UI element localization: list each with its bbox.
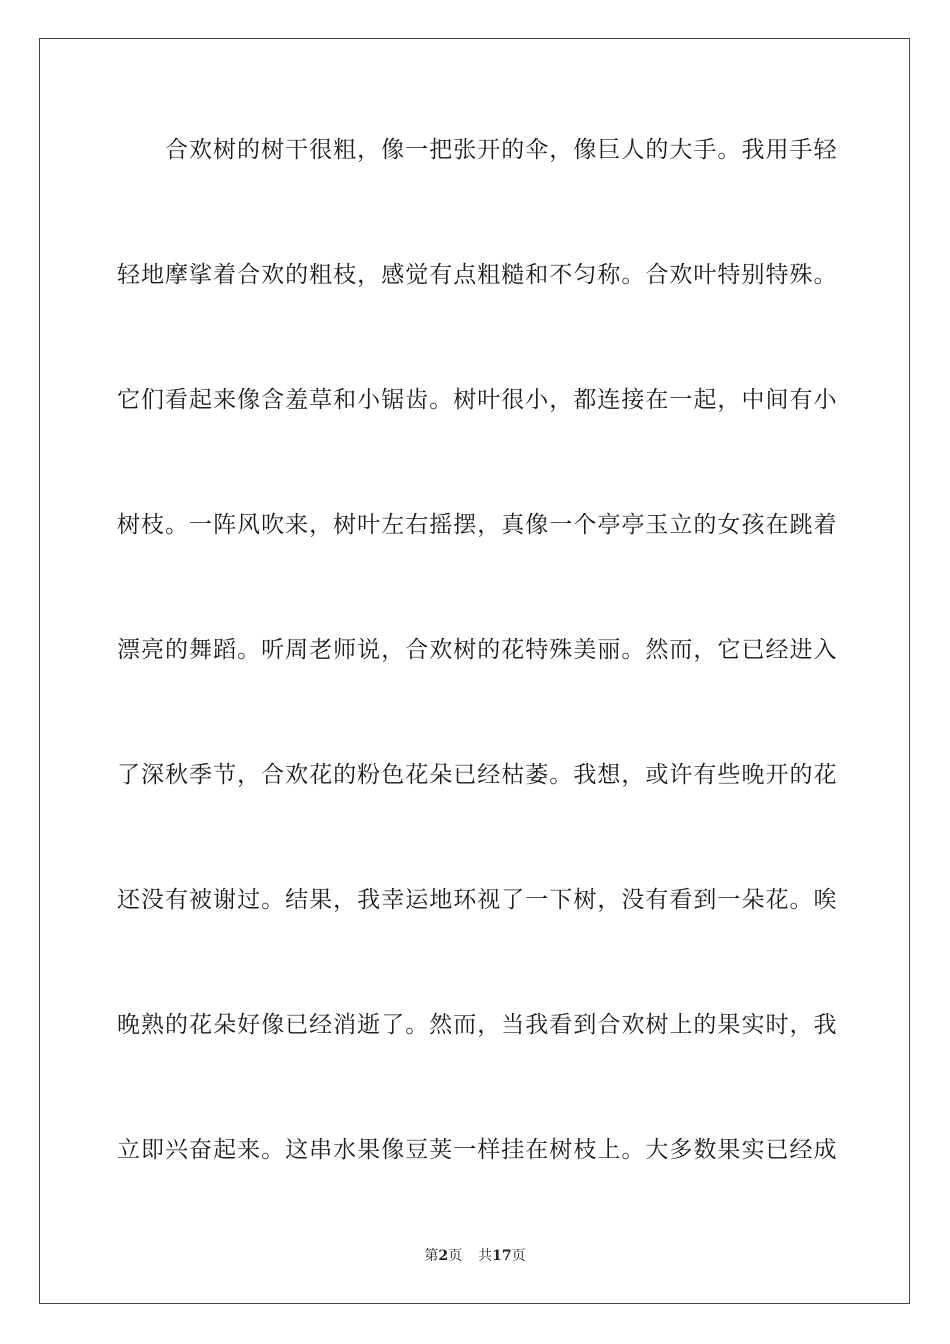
paragraph-line: 立即兴奋起来。这串水果像豆荚一样挂在树枝上。大多数果实已经成 (117, 1137, 837, 1163)
paragraph-line: 它们看起来像含羞草和小锯齿。树叶很小，都连接在一起，中间有小 (117, 387, 837, 413)
paragraph-line: 漂亮的舞蹈。听周老师说，合欢树的花特殊美丽。然而，它已经进入 (117, 637, 837, 663)
total-pages: 共17页 (478, 1248, 526, 1264)
paragraph-line: 树枝。一阵风吹来，树叶左右摇摆，真像一个亭亭玉立的女孩在跳着 (117, 512, 837, 538)
page-number: 第2页 (424, 1248, 463, 1264)
paragraph-line: 合欢树的树干很粗，像一把张开的伞，像巨人的大手。我用手轻 (165, 137, 837, 163)
page-border (39, 38, 910, 1304)
page-footer (0, 1246, 950, 1266)
paragraph-line: 了深秋季节，合欢花的粉色花朵已经枯萎。我想，或许有些晚开的花 (117, 762, 837, 788)
paragraph-line: 轻地摩挲着合欢的粗枝，感觉有点粗糙和不匀称。合欢叶特别特殊。 (117, 262, 837, 288)
paragraph-line: 晚熟的花朵好像已经消逝了。然而，当我看到合欢树上的果实时，我 (117, 1012, 837, 1038)
paragraph-line: 还没有被谢过。结果，我幸运地环视了一下树，没有看到一朵花。唉 (117, 887, 837, 913)
